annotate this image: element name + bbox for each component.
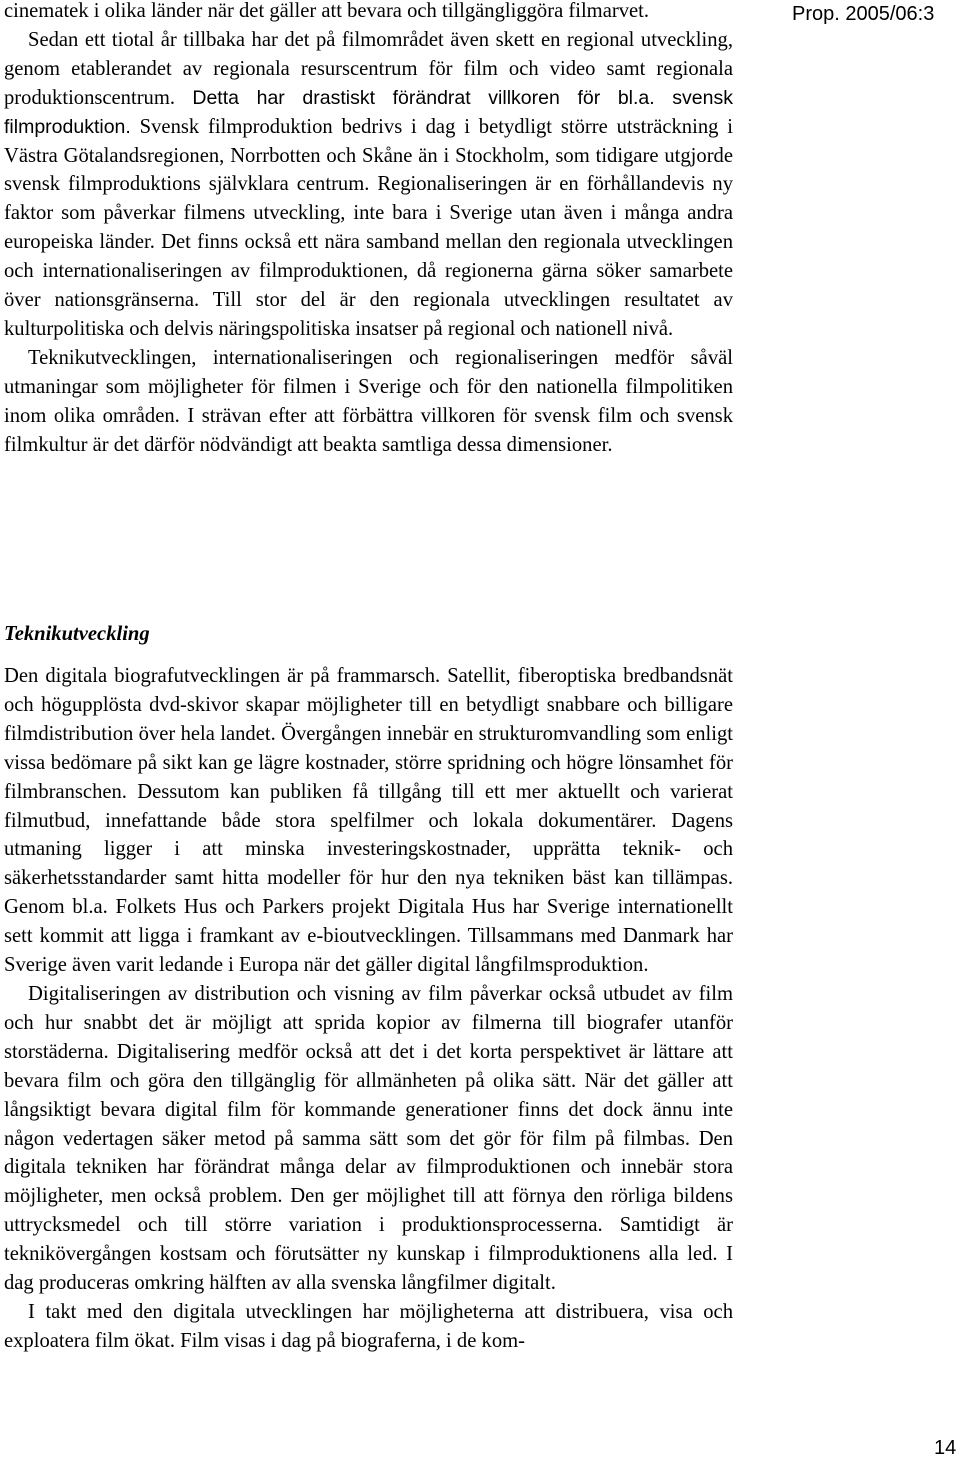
- intro-text-block: [4, 0, 733, 460]
- intro-paragraph-2: [4, 26, 733, 344]
- proposition-label: Prop. 2005/06:3: [792, 3, 935, 25]
- section-text-block: [4, 662, 733, 1356]
- section-heading: Teknikutveckling: [4, 623, 150, 645]
- section-paragraph-3: I takt med den digitala utvecklingen har möjligheterna att distribuera, visa och exploatera film ökat. Film visas i dag på biograferna, i de kom-: [4, 1300, 733, 1352]
- page-number: 14: [934, 1437, 957, 1459]
- intro-paragraph-3: Teknikutvecklingen, internationaliseringen och regionaliseringen medför såväl utmaningar som möjligheter för filmen i Sverige och för den nationella filmpolitiken inom olika områden. I strävan efter att förbättra villkoren för svensk film och svensk filmkultur är det därför nödvändigt att beakta samtliga dessa dimensioner.: [4, 346, 733, 456]
- intro-paragraph-2-part-a: Sedan ett tiotal år tillbaka har det på filmområdet även skett en regional utveckling, genom etablerandet av regionala resurscentrum för film och video samt regionala produktionscentrum.: [4, 28, 733, 109]
- intro-paragraph-2-part-c: Svensk filmproduktion bedrivs i dag i betydligt större utsträckning i Västra Götalandsregionen, Norrbotten och Skåne än i Stockholm, som tidigare utgjorde svensk filmproduktions självklara centrum. Regionaliseringen är en förhållandevis ny faktor som påverkar filmens utveckling, inte bara i Sverige utan även i många andra europeiska länder. Det finns också ett nära samband mellan den regionala utvecklingen och internationaliseringen av filmproduktionen, då regionerna gärna söker samarbete över nationsgränserna. Till stor del är den regionala utvecklingen resultatet av kulturpolitiska och delvis näringspolitiska insatser på regional och nationell nivå.: [4, 115, 733, 340]
- section-paragraph-1: Den digitala biografutvecklingen är på frammarsch. Satellit, fiberoptiska bredbandsnät och högupplösta dvd-skivor skapar möjligheter till en betydligt snabbare och billigare filmdistribution över hela landet. Övergången innebär en strukturomvandling som enligt vissa bedömare på sikt kan ge lägre kostnader, större spridning och högre lönsamhet för filmbranschen. Dessutom kan publiken få tillgång till ett mer aktuellt och varierat filmutbud, innefattande både stora spelfilmer och lokala dokumentärer. Dagens utmaning ligger i att minska investeringskostnader, upprätta teknik- och säkerhetsstandarder samt hitta modeller för hur den nya tekniken bäst kan tillämpas. Genom bl.a. Folkets Hus och Parkers projekt Digitala Hus har Sverige internationellt sett kommit att ligga i framkant av e-bioutvecklingen. Tillsammans med Danmark har Sverige även varit ledande i Europa när det gäller digital långfilmsproduktion.: [4, 665, 733, 977]
- section-paragraph-2: Digitaliseringen av distribution och visning av film påverkar också utbudet av film och hur snabbt det är möjligt att sprida kopior av filmerna till biografer utanför storstäderna. Digitalisering medför också att det i det korta perspektivet är lättare att bevara film och göra den tillgänglig för allmänheten på olika sätt. När det gäller att långsiktigt bevara digital film för kommande generationer finns det dock ännu inte någon vedertagen säker metod på samma sätt som det gör för film på filmbas. Den digitala tekniken har förändrat många delar av filmproduktionen och innebär stora möjligheter, men också problem. Den ger möjlighet till att förnya den rörliga bildens uttrycksmedel och till större variation i produktionsprocesserna. Samtidigt är teknikövergången kostsam och förutsätter ny kunskap i filmproduktionens alla led. I dag produceras omkring hälften av alla svenska långfilmer digitalt.: [4, 982, 733, 1295]
- intro-paragraph-1: cinematek i olika länder när det gäller att bevara och tillgängliggöra filmarvet.: [4, 0, 650, 22]
- intro-paragraph-2-part-b: Detta har drastiskt förändrat villkoren för bl.a. svensk filmproduktion.: [4, 86, 733, 138]
